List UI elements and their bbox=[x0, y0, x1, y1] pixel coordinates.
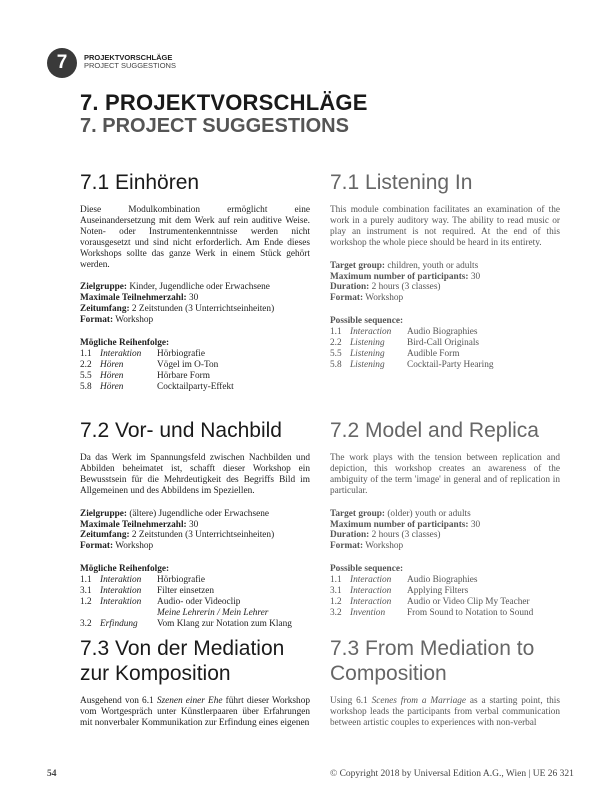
meta-label: Format: bbox=[80, 541, 114, 552]
module-title: Audible Form bbox=[407, 348, 460, 359]
meta-label: Target group: bbox=[330, 508, 386, 519]
module-number: 2.2 bbox=[80, 359, 92, 370]
sequence-row bbox=[330, 327, 494, 338]
meta-row bbox=[80, 530, 310, 541]
module-title: Vom Klang zur Notation zum Klang bbox=[157, 618, 292, 629]
section-text: Da das Werk im Spannungsfeld zwischen Nachbilden und Abbilden beheimatet ist, schafft dieser Workshop ein Bewusstsein für die Mehrdeutigkeit des Begriffs Bild im Allgemeinen und des Abbildens im Speziellen. bbox=[80, 453, 310, 496]
meta-label: Zielgruppe: bbox=[80, 508, 128, 519]
module-type: Hören bbox=[100, 370, 124, 381]
section-heading: 7.3 From Mediation to Composition bbox=[330, 637, 535, 685]
sequence-row bbox=[80, 608, 292, 619]
sequence-row bbox=[330, 338, 494, 349]
section-7-3-de bbox=[80, 636, 310, 741]
text: Using 6.1 bbox=[330, 696, 372, 706]
module-type: Listening bbox=[350, 338, 385, 349]
meta-row bbox=[80, 541, 310, 552]
section-heading: 7.2 Vor- und Nachbild bbox=[80, 419, 282, 442]
meta-value: Workshop bbox=[113, 315, 154, 326]
page-title-en: 7. PROJECT SUGGESTIONS bbox=[80, 115, 349, 137]
work-title: Szenen einer Ehe bbox=[156, 696, 223, 706]
module-number bbox=[80, 608, 100, 619]
meta-value: children, youth or adults bbox=[385, 260, 479, 271]
module-title: Filter einsetzen bbox=[157, 586, 215, 597]
module-number: 5.8 bbox=[330, 359, 342, 370]
module-number: 1.2 bbox=[330, 596, 342, 607]
module-title: Vögel im O-Ton bbox=[157, 359, 219, 370]
meta-label: Zeitumfang: bbox=[80, 530, 130, 541]
meta-row bbox=[330, 509, 560, 520]
module-type: Invention bbox=[350, 607, 386, 618]
meta-value: 2 hours (3 classes) bbox=[369, 530, 441, 541]
section-text bbox=[330, 696, 560, 729]
module-number: 5.5 bbox=[80, 370, 92, 381]
module-number: 3.1 bbox=[330, 586, 342, 597]
meta-value: Workshop bbox=[363, 541, 404, 552]
module-number: 1.1 bbox=[80, 575, 92, 586]
module-title: Hörbiografie bbox=[157, 348, 206, 359]
module-title: Audio or Video Clip My Teacher bbox=[407, 596, 530, 607]
section-text bbox=[80, 696, 310, 729]
page-number: 54 bbox=[47, 769, 57, 779]
sequence-row bbox=[330, 575, 533, 586]
sequence-label bbox=[80, 564, 310, 575]
meta-label: Format: bbox=[80, 315, 114, 326]
section-heading: 7.1 Einhören bbox=[80, 171, 200, 194]
meta-value: 30 bbox=[468, 271, 481, 282]
metadata bbox=[80, 282, 310, 326]
meta-value: Kinder, Jugendliche oder Erwachsene bbox=[127, 282, 270, 293]
work-title: Scenes from a Marriage bbox=[371, 696, 467, 706]
text: führt dieser Workshop vom Wortgespräch unter Künstlerpaaren über Erfahrungen mit nonverbaler Kommunikation zur Erfindung eines eigenen bbox=[80, 696, 310, 728]
copyright: © Copyright 2018 by Universal Edition A.G., Wien | UE 26 321 bbox=[330, 769, 574, 779]
meta-row bbox=[330, 541, 560, 552]
module-title: From Sound to Notation to Sound bbox=[407, 607, 534, 618]
sequence-table bbox=[80, 349, 234, 393]
meta-label: Format: bbox=[330, 293, 364, 304]
section-text: Diese Modulkombination ermöglicht eine Auseinandersetzung mit dem Werk auf rein auditive Weise. Noten- oder Instrumentenkenntnisse werden nicht vorausgesetzt und sind nicht erforderlich. Am Ende dieses Workshops sollte das ganze Werk in einem Stück gehört werden. bbox=[80, 205, 310, 270]
sequence-row bbox=[80, 371, 234, 382]
section-text: This module combination facilitates an examination of the work in a purely auditory way. The ability to read music or play an instrument is not required. At the end of this workshop the whole piece should be heard in its entirety. bbox=[330, 205, 560, 248]
section-heading: 7.1 Listening In bbox=[330, 171, 473, 194]
meta-label: Zeitumfang: bbox=[80, 304, 130, 315]
meta-row bbox=[330, 293, 560, 304]
meta-label: Maximale Teilnehmerzahl: bbox=[80, 519, 187, 530]
sequence-row bbox=[330, 586, 533, 597]
module-number: 3.1 bbox=[80, 586, 92, 597]
sequence-row bbox=[80, 575, 292, 586]
section-7-3-en bbox=[330, 636, 560, 741]
module-type: Listening bbox=[350, 359, 385, 370]
meta-label: Zielgruppe: bbox=[80, 282, 128, 293]
sequence-label bbox=[330, 564, 560, 575]
meta-value: 2 Zeitstunden (3 Unterrichtseinheiten) bbox=[129, 304, 275, 315]
module-title: Cocktail-Party Hearing bbox=[407, 359, 494, 370]
section bbox=[330, 170, 560, 371]
sequence-row bbox=[80, 619, 292, 630]
meta-row bbox=[330, 282, 560, 293]
sequence-row bbox=[330, 360, 494, 371]
module-title: Applying Filters bbox=[407, 586, 469, 597]
module-type: Hören bbox=[100, 359, 124, 370]
module-type: Interaction bbox=[350, 575, 392, 586]
meta-label: Format: bbox=[330, 541, 364, 552]
meta-row bbox=[80, 293, 310, 304]
module-type: Interaktion bbox=[100, 575, 142, 586]
module-type: Hören bbox=[100, 381, 124, 392]
module-type: Interaktion bbox=[100, 586, 142, 597]
meta-label: Target group: bbox=[330, 260, 386, 271]
meta-value: 30 bbox=[186, 293, 199, 304]
meta-row bbox=[80, 509, 310, 520]
running-header bbox=[84, 54, 176, 70]
meta-row bbox=[80, 282, 310, 293]
meta-value: 2 hours (3 classes) bbox=[369, 282, 441, 293]
chapter-badge: 7 bbox=[47, 48, 77, 78]
meta-row bbox=[330, 261, 560, 272]
text: Ausgehend von 6.1 bbox=[80, 696, 157, 706]
sequence-row bbox=[80, 597, 292, 608]
sequence-row bbox=[330, 608, 533, 619]
module-title: Bird-Call Originals bbox=[407, 338, 480, 349]
module-title: Cocktailparty-Effekt bbox=[157, 381, 234, 392]
kicker-de: PROJEKTVORSCHLÄGE bbox=[84, 53, 173, 62]
section bbox=[330, 418, 560, 619]
text: as a starting point, this workshop leads the participants from verbal communication between artistic couples to experiences with non-verbal bbox=[330, 696, 561, 728]
meta-row bbox=[80, 304, 310, 315]
sequence-table bbox=[330, 575, 533, 619]
meta-label: Maximum number of participants: bbox=[330, 271, 469, 282]
sequence-label-text: Mögliche Reihenfolge: bbox=[80, 564, 170, 575]
meta-row bbox=[330, 272, 560, 283]
module-type: Listening bbox=[350, 348, 385, 359]
section-text: The work plays with the tension between replication and depiction, this workshop creates an awareness of the ambiguity of the term 'image' in general and of replication in particular. bbox=[330, 453, 560, 496]
section-heading: 7.2 Model and Replica bbox=[330, 419, 539, 442]
module-type: Interaktion bbox=[100, 348, 142, 359]
meta-value: 2 Zeitstunden (3 Unterrichtseinheiten) bbox=[129, 530, 275, 541]
meta-label: Duration: bbox=[330, 282, 370, 293]
sequence-label-text: Possible sequence: bbox=[330, 564, 404, 575]
sequence-label bbox=[330, 316, 560, 327]
module-type: Interaktion bbox=[100, 596, 142, 607]
module-title: Audio- oder Videoclip bbox=[157, 596, 241, 607]
module-number: 1.1 bbox=[330, 575, 342, 586]
meta-label: Maximale Teilnehmerzahl: bbox=[80, 293, 187, 304]
metadata bbox=[80, 509, 310, 553]
module-title: Hörbare Form bbox=[157, 370, 210, 381]
sequence-row bbox=[330, 349, 494, 360]
module-title: Audio Biographies bbox=[407, 575, 478, 586]
section bbox=[80, 170, 310, 393]
module-number: 5.8 bbox=[80, 381, 92, 392]
sequence-row bbox=[80, 382, 234, 393]
sequence-row bbox=[80, 349, 234, 360]
section bbox=[80, 418, 310, 630]
module-number: 3.2 bbox=[330, 607, 342, 618]
sequence-row bbox=[80, 360, 234, 371]
meta-value: (ältere) Jugendliche oder Erwachsene bbox=[127, 508, 269, 519]
module-type: Erfindung bbox=[100, 618, 138, 629]
module-title: Hörbiografie bbox=[157, 575, 206, 586]
sequence-row bbox=[330, 597, 533, 608]
kicker-en: PROJECT SUGGESTIONS bbox=[84, 61, 176, 70]
module-number: 1.1 bbox=[330, 327, 342, 338]
meta-label: Maximum number of participants: bbox=[330, 519, 469, 530]
sequence-row bbox=[80, 586, 292, 597]
meta-label: Duration: bbox=[330, 530, 370, 541]
meta-value: 30 bbox=[468, 519, 481, 530]
module-type: Interaction bbox=[350, 327, 392, 338]
meta-row bbox=[330, 520, 560, 531]
meta-row bbox=[330, 530, 560, 541]
meta-row bbox=[80, 520, 310, 531]
sequence-label bbox=[80, 338, 310, 349]
metadata bbox=[330, 261, 560, 305]
module-title: Meine Lehrerin / Mein Lehrer bbox=[157, 607, 269, 618]
module-number: 3.2 bbox=[80, 618, 92, 629]
module-number: 5.5 bbox=[330, 348, 342, 359]
module-number: 1.2 bbox=[80, 596, 92, 607]
meta-value: (older) youth or adults bbox=[385, 508, 471, 519]
sequence-label-text: Mögliche Reihenfolge: bbox=[80, 338, 170, 349]
module-type: Interaction bbox=[350, 596, 392, 607]
module-number: 2.2 bbox=[330, 338, 342, 349]
meta-value: Workshop bbox=[113, 541, 154, 552]
metadata bbox=[330, 509, 560, 553]
sequence-table bbox=[80, 575, 292, 630]
meta-value: Workshop bbox=[363, 293, 404, 304]
meta-value: 30 bbox=[186, 519, 199, 530]
module-number: 1.1 bbox=[80, 348, 92, 359]
module-type bbox=[100, 608, 157, 619]
module-type: Interaction bbox=[350, 586, 392, 597]
sequence-label-text: Possible sequence: bbox=[330, 316, 404, 327]
page-title-de: 7. PROJEKTVORSCHLÄGE bbox=[80, 90, 368, 115]
meta-row bbox=[80, 315, 310, 326]
sequence-table bbox=[330, 327, 494, 371]
section-heading: 7.3 Von der Mediation zur Komposition bbox=[80, 637, 285, 685]
module-title: Audio Biographies bbox=[407, 327, 478, 338]
